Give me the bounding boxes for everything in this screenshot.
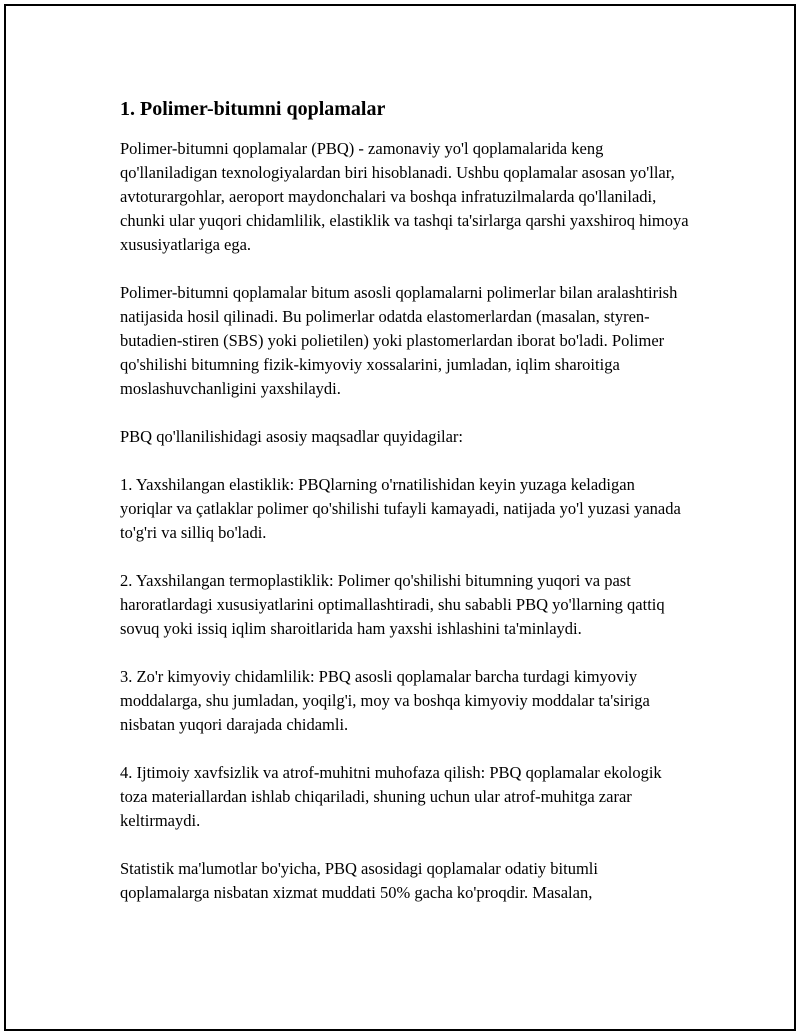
document-body: [120, 96, 690, 905]
paragraph-goal-1: 1. Yaxshilangan elastiklik: PBQlarning o'rnatilishidan keyin yuzaga keladigan yoriqlar va çatlaklar polimer qo'shilishi tufayli kamayadi, natijada yo'l yuzasi yanada to'g'ri va silliq bo'ladi.: [120, 475, 681, 542]
paragraph-goal-2: 2. Yaxshilangan termoplastiklik: Polimer qo'shilishi bitumning yuqori va past haroratlardagi xususiyatlarini optimallashtiradi, shu sababli PBQ yo'llarning qattiq sovuq yoki issiq iqlim sharoitlarida ham yaxshi ishlashini ta'minlaydi.: [120, 571, 665, 638]
paragraph-goals-intro: PBQ qo'llanilishidagi asosiy maqsadlar quyidagilar:: [120, 427, 464, 446]
section-heading: 1. Polimer-bitumni qoplamalar: [120, 98, 386, 120]
paragraph-goal-3: 3. Zo'r kimyoviy chidamlilik: PBQ asosli qoplamalar barcha turdagi kimyoviy moddalarga, shu jumladan, yoqilg'i, moy va boshqa kimyoviy moddalar ta'siriga nisbatan yuqori darajada chidamli.: [120, 667, 650, 734]
paragraph-intro: Polimer-bitumni qoplamalar (PBQ) - zamonaviy yo'l qoplamalarida keng qo'llaniladigan texnologiyalardan biri hisoblanadi. Ushbu qoplamalar asosan yo'llar, avtoturargohlar, aeroport maydonchalari va boshqa infratuzilmalarda qo'llaniladi, chunki ular yuqori chidamlilik, elastiklik va tashqi ta'sirlarga qarshi yaxshiroq himoya xususiyatlariga ega.: [120, 139, 689, 254]
page-frame: [4, 4, 796, 1031]
paragraph-composition: Polimer-bitumni qoplamalar bitum asosli qoplamalarni polimerlar bilan aralashtirish natijasida hosil qilinadi. Bu polimerlar odatda elastomerlardan (masalan, styren-butadien-stiren (SBS) yoki polietilen) yoki plastomerlardan iborat bo'ladi. Polimer qo'shilishi bitumning fizik-kimyoviy xossalarini, jumladan, iqlim sharoitiga moslashuvchanligini yaxshilaydi.: [120, 283, 678, 398]
paragraph-statistics: Statistik ma'lumotlar bo'yicha, PBQ asosidagi qoplamalar odatiy bitumli qoplamalarga nisbatan xizmat muddati 50% gacha ko'proqdir. Masalan,: [120, 859, 598, 902]
paragraph-goal-4: 4. Ijtimoiy xavfsizlik va atrof-muhitni muhofaza qilish: PBQ qoplamalar ekologik toza materiallardan ishlab chiqariladi, shuning uchun ular atrof-muhitga zarar keltirmaydi.: [120, 763, 662, 830]
